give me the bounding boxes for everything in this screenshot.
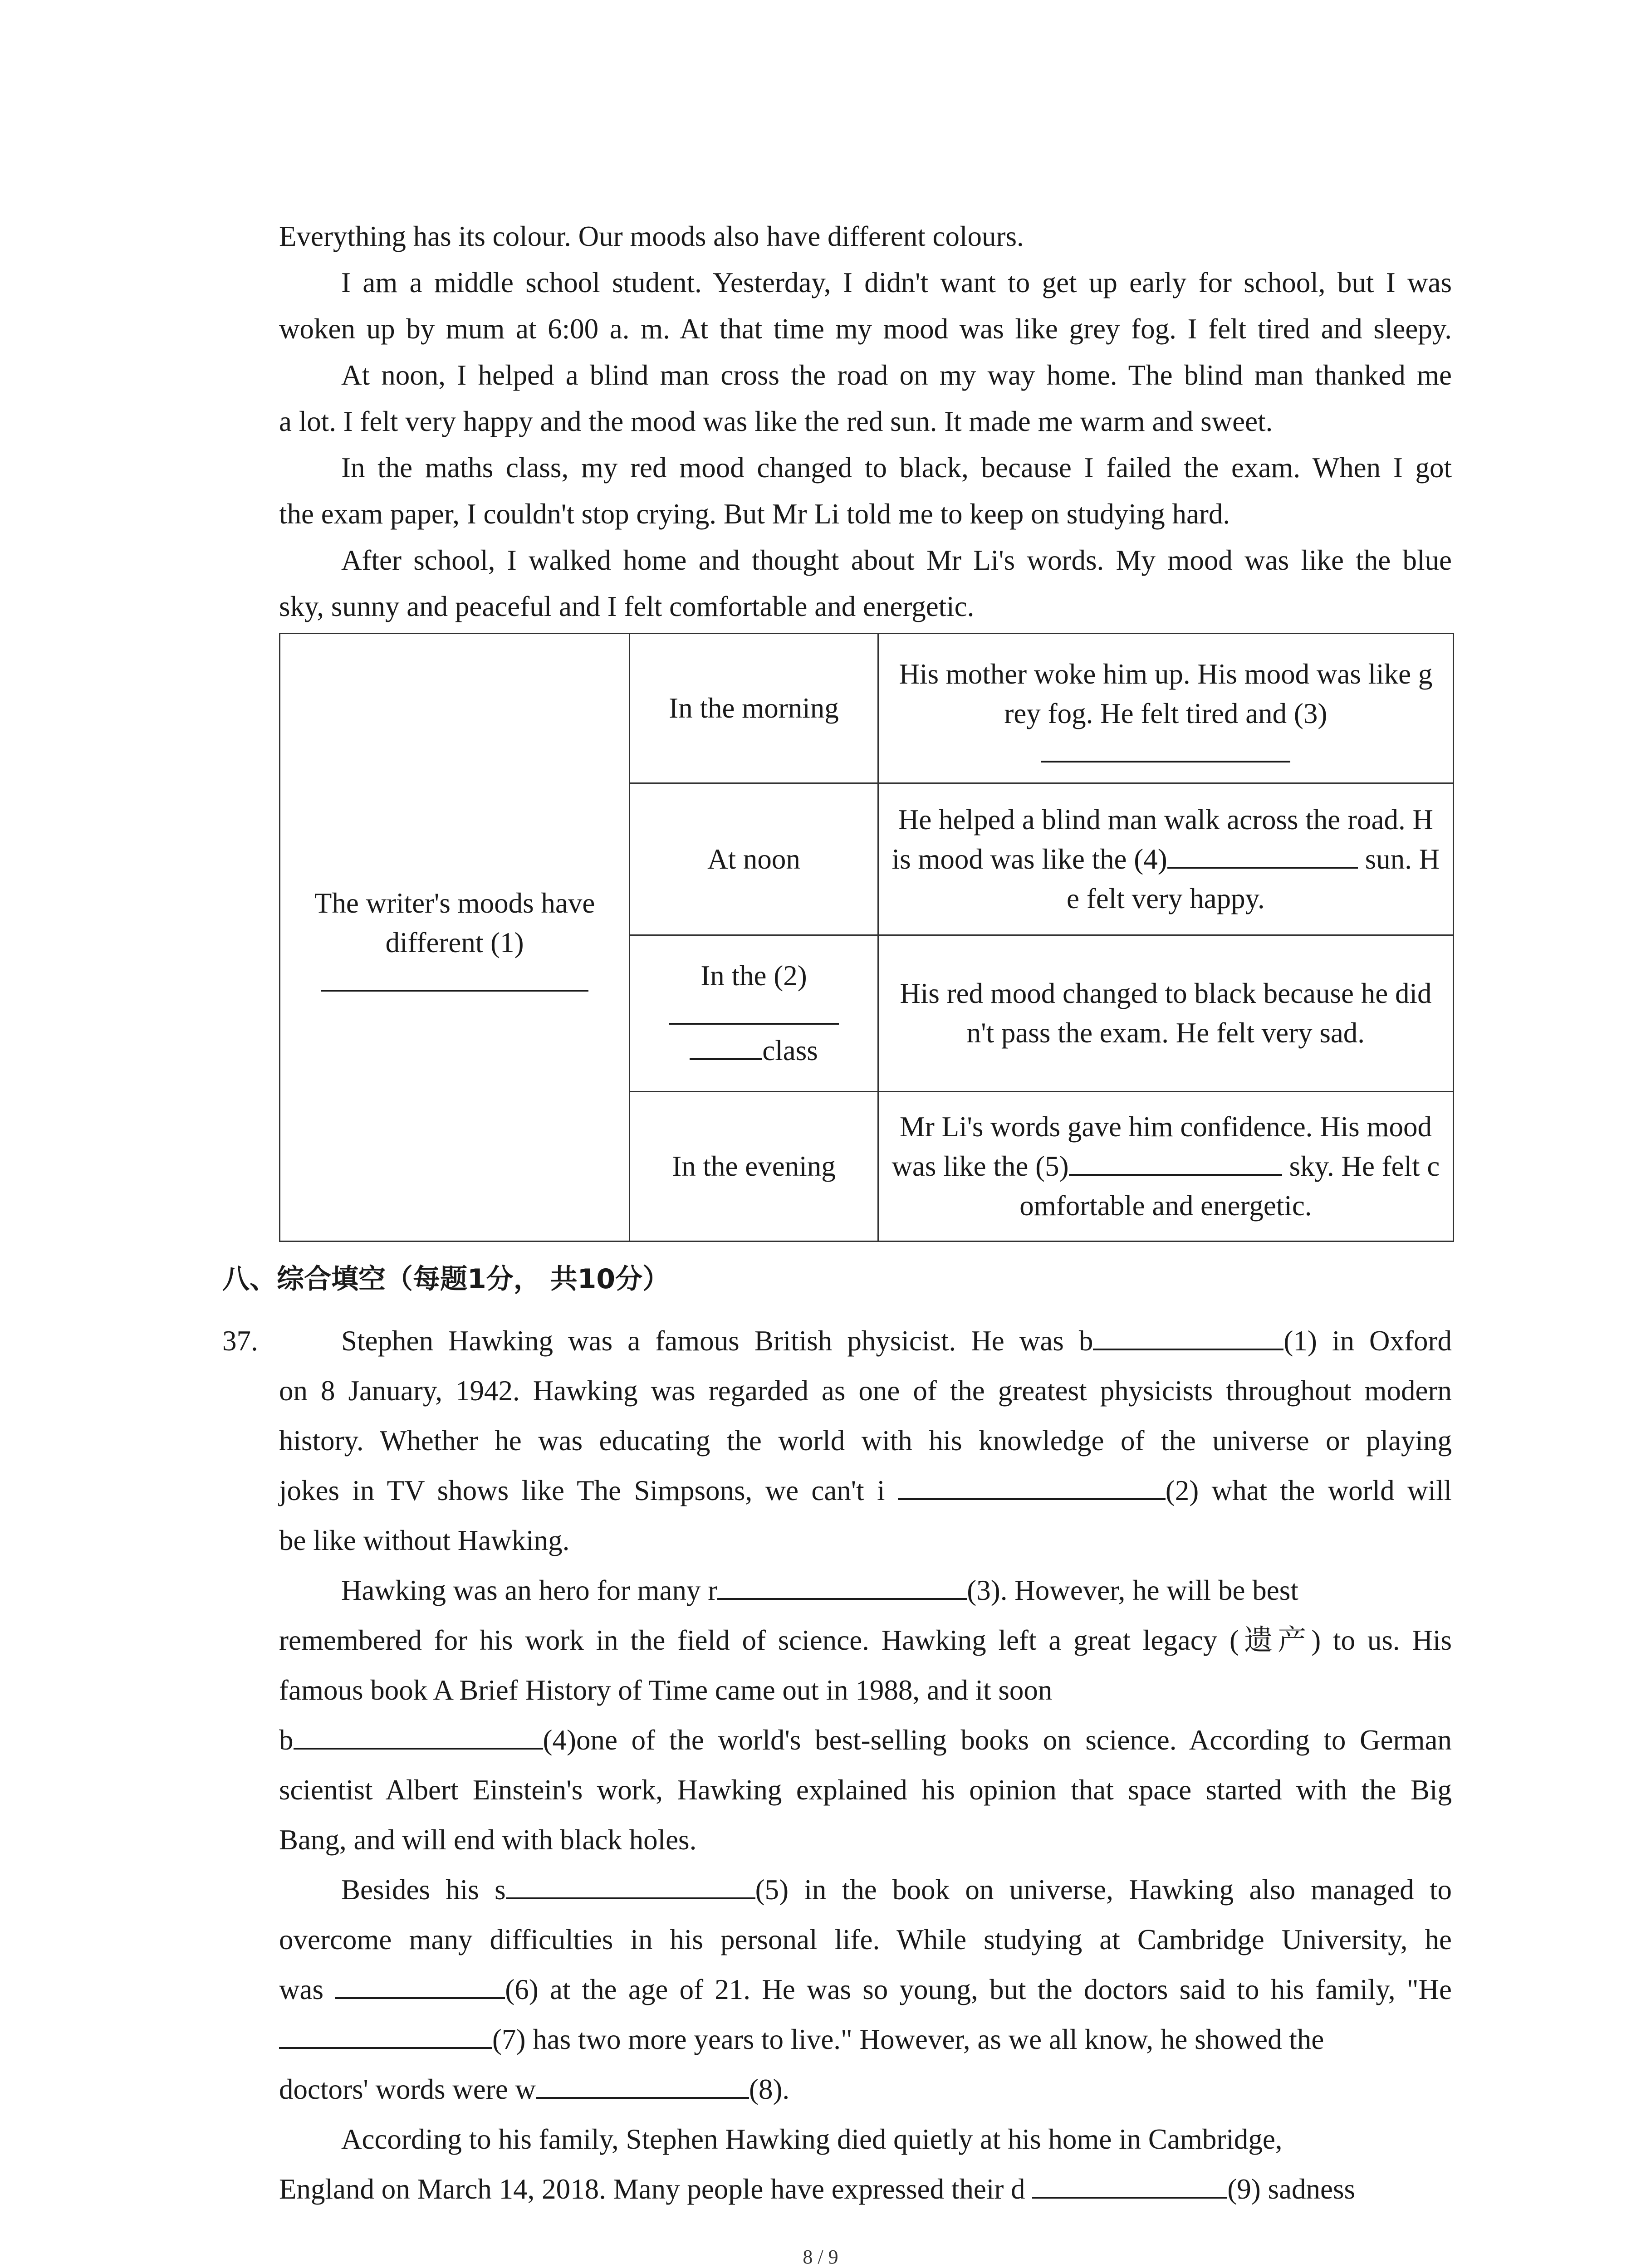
section-heading: 八、综合填空（每题1分， 共10分）	[222, 1263, 670, 1295]
table-time-label: In the (2)	[700, 960, 807, 992]
answer-blank-5[interactable]	[1069, 1150, 1282, 1176]
answer-blank[interactable]	[717, 1574, 967, 1600]
answer-blank[interactable]	[294, 1724, 543, 1750]
table-desc-cell	[878, 1092, 1453, 1242]
table-time-label: class	[762, 1035, 818, 1066]
answer-blank[interactable]	[1093, 1325, 1283, 1350]
moods-table	[279, 633, 1454, 1242]
passage-line: Besides his s (5) in the book on universe, Hawking also managed to	[341, 1874, 1452, 1906]
passage-line: on 8 January, 1942. Hawking was regarded as one of the greatest physicists throughout modern	[279, 1375, 1452, 1407]
passage-line: doctors' words were w (8).	[279, 2073, 790, 2105]
table-time-label: At noon	[707, 843, 800, 875]
table-time-label: In the morning	[669, 692, 839, 724]
passage-line: Bang, and will end with black holes.	[279, 1824, 697, 1856]
table-desc-text: His mother woke him up. His mood was like g rey fog. He felt tired and (3)	[899, 658, 1433, 729]
passage-line: overcome many difficulties in his personal life. While studying at Cambridge University, he	[279, 1924, 1452, 1955]
table-time-cell	[630, 783, 878, 935]
table-desc-text: Mr Li's words gave him confidence. His mood	[899, 1111, 1432, 1143]
passage-line: According to his family, Stephen Hawking died quietly at his home in Cambridge,	[341, 2123, 1283, 2155]
answer-blank[interactable]	[279, 2024, 492, 2049]
reading-paragraph-2-line-2: woken up by mum at 6:00 a. m. At that time my mood was like grey fog. I felt tired and sleepy.	[279, 313, 1452, 345]
passage-line: was (6) at the age of 21. He was so young, but the doctors said to his family, "He	[279, 1974, 1452, 2005]
table-time-cell	[630, 935, 878, 1092]
passage-line: scientist Albert Einstein's work, Hawking explained his opinion that space started with the Big	[279, 1774, 1452, 1806]
table-row	[280, 634, 1454, 783]
question-number: 37.	[222, 1325, 258, 1357]
passage-line: England on March 14, 2018. Many people have expressed their d (9) sadness	[279, 2173, 1355, 2205]
table-main-label: The writer's moods have different (1)	[314, 887, 595, 958]
reading-paragraph-3-line-1: At noon, I helped a blind man cross the road on my way home. The blind man thanked me	[341, 359, 1452, 391]
passage-line: (7) has two more years to live." However, as we all know, he showed the	[279, 2016, 1452, 2066]
table-desc-cell	[878, 935, 1453, 1092]
answer-blank-2-continued[interactable]	[690, 1040, 762, 1060]
answer-blank[interactable]	[1032, 2173, 1227, 2199]
passage-line: history. Whether he was educating the world with his knowledge of the universe or playing	[279, 1425, 1452, 1457]
table-desc-cell	[878, 783, 1453, 935]
table-time-cell	[630, 634, 878, 783]
table-desc-text: sky. He felt c	[1289, 1150, 1440, 1182]
answer-blank-4[interactable]	[1167, 843, 1358, 869]
answer-blank-2[interactable]	[669, 1001, 839, 1025]
reading-passage	[279, 213, 1452, 630]
table-desc-cell	[878, 634, 1453, 783]
answer-blank-3[interactable]	[1041, 739, 1290, 763]
passage-line: Stephen Hawking was a famous British physicist. He was b (1) in Oxford	[341, 1325, 1452, 1357]
table-desc-text: is mood was like the (4)	[892, 843, 1167, 875]
passage-line: famous book A Brief History of Time came out in 1988, and it soon	[279, 1674, 1053, 1706]
table-desc-text: was like the (5)	[892, 1150, 1069, 1182]
passage-line: jokes in TV shows like The Simpsons, we can't i (2) what the world will	[279, 1475, 1452, 1506]
table-main-label-cell	[280, 634, 630, 1242]
passage-line: remembered for his work in the field of science. Hawking left a great legacy (遗产) to us. His	[279, 1624, 1452, 1656]
table-time-label: In the evening	[672, 1150, 836, 1182]
passage-line: Hawking was an hero for many r (3). However, he will be best	[341, 1574, 1298, 1606]
table-time-cell	[630, 1092, 878, 1242]
table-desc-text: omfortable and energetic.	[1019, 1190, 1312, 1222]
passage-line: be like without Hawking.	[279, 1525, 570, 1556]
answer-blank-1[interactable]	[321, 968, 588, 992]
table-desc-text: His red mood changed to black because he did n't pass the exam. He felt very sad.	[900, 978, 1432, 1049]
passage-line: b (4)one of the world's best-selling books on science. According to German	[279, 1724, 1452, 1756]
cloze-passage	[279, 1318, 1452, 2216]
table-desc-text: He helped a blind man walk across the road. H	[898, 803, 1433, 836]
reading-paragraph-2-line-1: I am a middle school student. Yesterday, I didn't want to get up early for school, but I was	[341, 267, 1452, 298]
reading-paragraph-1: Everything has its colour. Our moods also have different colours.	[279, 220, 1024, 252]
answer-blank[interactable]	[898, 1475, 1166, 1500]
table-desc-text: e felt very happy.	[1067, 882, 1265, 914]
answer-blank[interactable]	[536, 2073, 749, 2099]
reading-paragraph-3-line-2: a lot. I felt very happy and the mood was like the red sun. It made me warm and sweet.	[279, 406, 1273, 437]
reading-paragraph-4-line-1: In the maths class, my red mood changed to black, because I failed the exam. When I got	[341, 452, 1452, 484]
table-desc-text: sun. H	[1365, 843, 1440, 875]
reading-paragraph-5-line-2: sky, sunny and peaceful and I felt comfortable and energetic.	[279, 591, 975, 622]
answer-blank[interactable]	[506, 1874, 755, 1899]
answer-blank[interactable]	[335, 1974, 505, 1999]
page-number: 8 / 9	[803, 2246, 838, 2268]
reading-paragraph-4-line-2: the exam paper, I couldn't stop crying. But Mr Li told me to keep on studying hard.	[279, 498, 1230, 530]
reading-paragraph-5-line-1: After school, I walked home and thought about Mr Li's words. My mood was like the blue	[341, 544, 1452, 576]
